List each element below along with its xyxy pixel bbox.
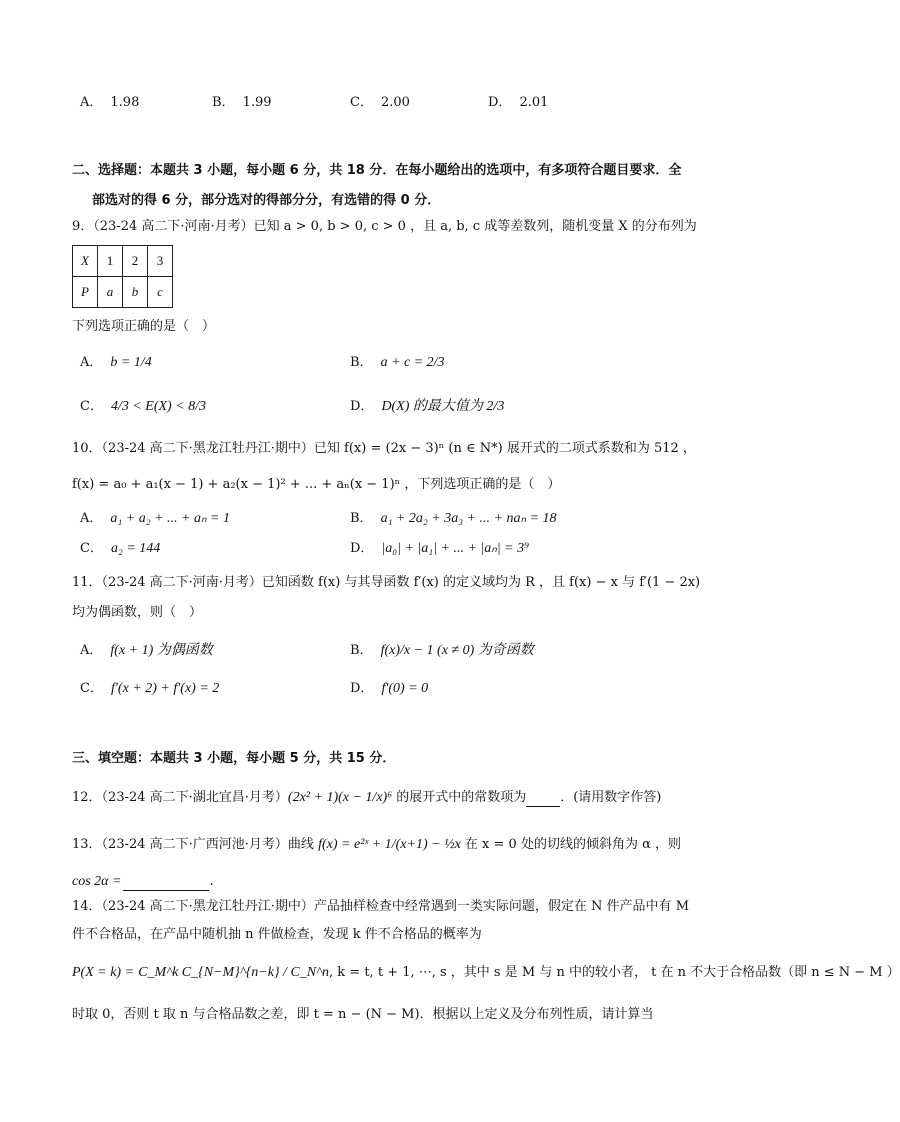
table-cell: X [73,246,98,277]
q8-option-c: C． 2.00 [350,95,410,110]
q10-option-b: B． a₁ + 2a₂ + 3a₃ + ... + naₙ = 18 [350,511,557,526]
q12-expression: (2x² + 1)(x − 1/x)⁶ [287,790,393,805]
q9-option-b: B． a + c = 2/3 [350,355,445,370]
table-row [73,246,173,277]
q9-distribution-table [72,245,173,308]
q8-option-a: A． 1.98 [80,95,140,110]
table-cell: b [123,277,148,308]
q11-option-a: A． f(x + 1) 为偶函数 [80,643,213,658]
q13-expression: f(x) = e²ˣ + 1/(x+1) − ½x [318,837,461,852]
q9-option-c: C． 4/3 < E(X) < 8/3 [80,399,207,414]
q11-option-b: B． f(x)/x − 1 (x ≠ 0) 为奇函数 [350,643,534,658]
q12-tail: ．(请用数字作答) [560,790,662,805]
table-cell: a [98,277,123,308]
q12-answer-blank[interactable] [526,788,560,807]
q14-stem-line3 [72,964,900,982]
q9-option-d: D． D(X) 的最大值为 2/3 [350,399,505,414]
q12-stem [72,788,661,807]
q13-stem [72,836,681,854]
q13-answer-blank[interactable] [123,872,209,891]
q14-stem-line2: 件不合格品，在产品中随机抽 n 件做检查，发现 k 件不合格品的概率为 [72,927,482,942]
section2-heading-line1: 二、选择题：本题共 3 小题，每小题 6 分，共 18 分．在每小题给出的选项中，有多项符合题目要求．全 [72,163,682,178]
q14-probability-formula: C_M^k C_{N−M}^{n−k} / C_N^n [138,965,330,980]
q11-option-d: D． f′(0) = 0 [350,681,429,696]
q8-option-d: D． 2.01 [488,95,549,110]
section3-heading: 三、填空题：本题共 3 小题，每小题 5 分，共 15 分． [72,751,396,766]
q12-suffix: 的展开式中的常数项为 [392,790,527,805]
q13-cos-expression: cos 2α = [72,874,122,889]
q14-stem-line4: 时取 0，否则 t 取 n 与合格品数之差，即 t = n − (N − M)．根据以上定义及分布列性质，请计算当 [72,1007,654,1022]
q14-stem-line1: 14．（23-24 高二下·黑龙江牡丹江·期中）产品抽样检查中经常遇到一类实际问题，假定在 N 件产品中有 M [72,899,689,914]
q14-probability-lhs: P(X = k) = [72,965,135,980]
q9-prompt: 下列选项正确的是（ ） [72,319,216,334]
q12-prefix: 12．（23-24 高二下·湖北宜昌·月考） [72,790,288,805]
q13-suffix: 在 x = 0 处的切线的倾斜角为 α ，则 [460,837,681,852]
table-cell: 1 [98,246,123,277]
table-cell: P [73,277,98,308]
table-cell: 3 [148,246,173,277]
q9-stem: 9．（23-24 高二下·河南·月考）已知 a > 0, b > 0, c > 0 ，且 a, b, c 成等差数列，随机变量 X 的分布列为 [72,219,697,234]
q11-stem-line2: 均为偶函数，则（ ） [72,605,203,620]
q10-option-a: A． a₁ + a₂ + ... + aₙ = 1 [80,511,230,526]
q13-prefix: 13．（23-24 高二下·广西河池·月考）曲线 [72,837,319,852]
q10-option-d: D． |a₀| + |a₁| + ... + |aₙ| = 3⁹ [350,541,529,556]
q10-stem-line2: f(x) = a₀ + a₁(x − 1) + a₂(x − 1)² + ... + aₙ(x − 1)ⁿ ，下列选项正确的是（ ） [72,477,561,492]
q10-option-c: C． a₂ = 144 [80,541,161,556]
q10-stem-line1: 10．（23-24 高二下·黑龙江牡丹江·期中）已知 f(x) = (2x − 3)ⁿ (n ∈ N*) 展开式的二项式系数和为 512 ， [72,441,696,456]
q11-option-c: C． f′(x + 2) + f′(x) = 2 [80,681,220,696]
section2-heading-line2: 部选对的得 6 分，部分选对的得部分分，有选错的得 0 分． [92,193,441,208]
table-row [73,277,173,308]
q13-line2: cos 2α = . [72,874,214,889]
table-cell: 2 [123,246,148,277]
q9-option-a: A． b = 1/4 [80,355,152,370]
q8-option-b: B． 1.99 [212,95,272,110]
q11-stem-line1: 11．（23-24 高二下·河南·月考）已知函数 f(x) 与其导函数 f′(x) 的定义域均为 R ，且 f(x) − x 与 f′(1 − 2x) [72,575,701,590]
table-cell: c [148,277,173,308]
q14-line3-rest: , k = t, t + 1, ⋯, s ，其中 s 是 M 与 n 中的较小者， t 在 n 不大于合格品数（即 n ≤ N − M ） [329,965,900,980]
